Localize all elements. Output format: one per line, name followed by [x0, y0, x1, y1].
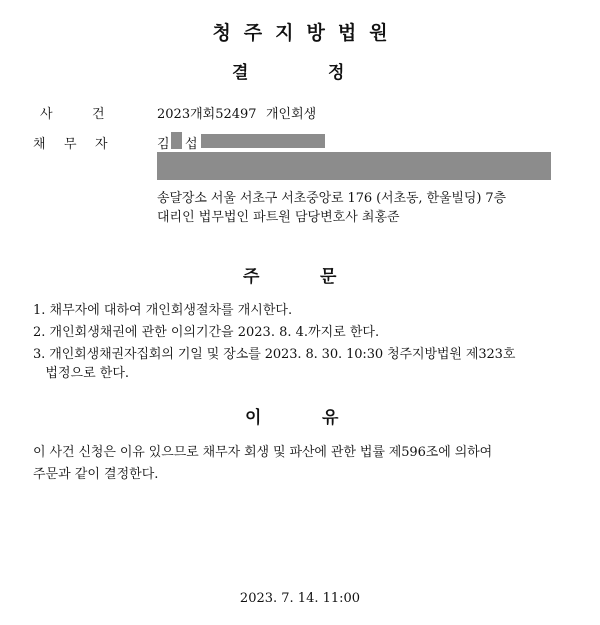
case-type: 개인회생 [266, 107, 317, 122]
name-redaction [171, 132, 182, 149]
order-item-3: 3. 개인회생채권자집회의 기일 및 장소를 2023. 8. 30. 10:30 청주지방법원 제323호 [33, 347, 516, 362]
debtor-label-char-3: 자 [95, 137, 108, 152]
order-item-3-cont: 법정으로 한다. [33, 366, 130, 381]
reason-heading-char-1: 이 [245, 408, 262, 428]
order-heading-char-2: 문 [320, 267, 337, 287]
debtor-name-last: 섭 [185, 137, 198, 152]
order-item-1: 1. 채무자에 대하여 개인회생절차를 개시한다. [33, 303, 293, 318]
reason-heading-char-2: 유 [322, 408, 339, 428]
debtor-label-char-1: 채 [33, 137, 46, 152]
order-item-2: 2. 개인회생채권에 관한 이의기간을 2023. 8. 4.까지로 한다. [33, 325, 380, 340]
decision-date: 2023. 7. 14. 11:00 [239, 591, 361, 606]
order-heading-char-1: 주 [243, 267, 260, 287]
case-label-char-1: 사 [40, 107, 53, 122]
representative: 대리인 법무법인 파트원 담당변호사 최홍준 [157, 210, 400, 225]
court-name: 청주지방법원 [212, 22, 401, 44]
decision-title-char-1: 결 [232, 63, 249, 83]
decision-title-char-2: 정 [328, 63, 345, 83]
case-number: 2023개회52497 [157, 107, 257, 122]
name-suffix-redaction [201, 134, 325, 148]
debtor-name-first: 김 [157, 137, 170, 152]
address-redaction [157, 152, 551, 180]
reason-line-2: 주문과 같이 결정한다. [33, 467, 159, 482]
reason-line-1: 이 사건 신청은 이유 있으므로 채무자 회생 및 파산에 관한 법률 제596조에 의하여 [33, 445, 493, 460]
service-place: 송달장소 서울 서초구 서초중앙로 176 (서초동, 한울빌딩) 7층 [157, 191, 506, 206]
debtor-label-char-2: 무 [64, 137, 77, 152]
case-label-char-2: 건 [92, 107, 105, 122]
